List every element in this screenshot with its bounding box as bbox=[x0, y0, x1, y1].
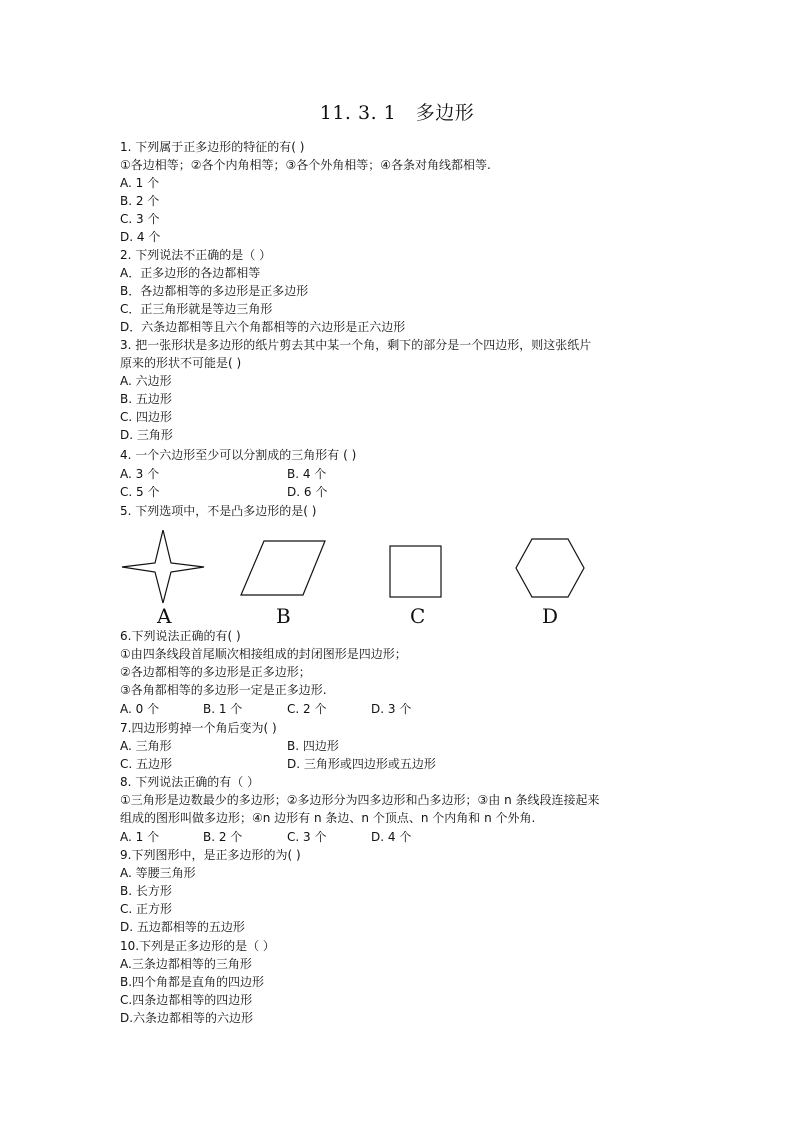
q6-item-3: ③各角都相等的多边形一定是正多边形. bbox=[120, 683, 327, 697]
q4-option-b: B. 4 个 bbox=[287, 467, 327, 481]
q7-stem: 7.四边形剪掉一个角后变为( ) bbox=[120, 721, 277, 735]
figure-label-c: C bbox=[410, 604, 426, 628]
q8-option-a: A. 1 个 bbox=[120, 830, 160, 844]
q2-option-d: D．六条边都相等且六个角都相等的六边形是正六边形 bbox=[120, 320, 406, 334]
q7-option-a: A. 三角形 bbox=[120, 739, 172, 753]
q9-option-b: B. 长方形 bbox=[120, 884, 172, 898]
q10-option-d: D.六条边都相等的六边形 bbox=[120, 1011, 254, 1025]
q5-stem: 5. 下列选项中，不是凸多边形的是( ) bbox=[120, 504, 317, 518]
q9-option-a: A. 等腰三角形 bbox=[120, 866, 196, 880]
q1-stem: 1. 下列属于正多边形的特征的有( ) bbox=[120, 140, 305, 154]
figure-label-d: D bbox=[542, 604, 559, 628]
q7-option-b: B. 四边形 bbox=[287, 739, 339, 753]
q3-stem: 3. 把一张形状是多边形的纸片剪去其中某一个角，剩下的部分是一个四边形，则这张纸片 bbox=[120, 338, 592, 352]
q3-option-a: A. 六边形 bbox=[120, 374, 172, 388]
q6-item-2: ②各边都相等的多边形是正多边形； bbox=[120, 665, 311, 679]
q6-stem: 6.下列说法正确的有( ) bbox=[120, 629, 241, 643]
q5-figures bbox=[0, 530, 794, 610]
figure-a-star bbox=[122, 530, 204, 603]
q4-option-a: A. 3 个 bbox=[120, 467, 160, 481]
q6-option-b: B. 1 个 bbox=[203, 702, 243, 716]
q9-stem: 9.下列图形中，是正多边形的为( ) bbox=[120, 848, 301, 862]
q6-option-c: C. 2 个 bbox=[287, 702, 327, 716]
q4-option-d: D. 6 个 bbox=[287, 485, 328, 499]
figure-label-b: B bbox=[276, 604, 291, 628]
page-title: 11. 3. 1 多边形 bbox=[319, 102, 475, 124]
q1-option-d: D. 4 个 bbox=[120, 230, 161, 244]
q4-stem: 4. 一个六边形至少可以分割成的三角形有 ( ) bbox=[120, 448, 357, 462]
q8-stem: 8. 下列说法正确的有（ ） bbox=[120, 775, 260, 789]
q8-option-c: C. 3 个 bbox=[287, 830, 327, 844]
q1-detail: ①各边相等；②各个内角相等；③各个外角相等；④各条对角线都相等. bbox=[120, 158, 491, 172]
q2-stem: 2. 下列说法不正确的是（ ） bbox=[120, 248, 272, 262]
figure-d-hexagon bbox=[516, 539, 584, 597]
q4-option-c: C. 5 个 bbox=[120, 485, 160, 499]
q3-option-b: B. 五边形 bbox=[120, 392, 172, 406]
q6-item-1: ①由四条线段首尾顺次相接组成的封闭图形是四边形； bbox=[120, 647, 407, 661]
q1-option-c: C. 3 个 bbox=[120, 212, 160, 226]
figure-c-square bbox=[390, 546, 441, 597]
q7-option-d: D. 三角形或四边形或五边形 bbox=[287, 757, 436, 771]
q8-line-1: ①三角形是边数最少的多边形；②多边形分为四多边形和凸多边形；③由 n 条线段连接起来 bbox=[120, 793, 600, 807]
q1-option-a: A. 1 个 bbox=[120, 176, 160, 190]
q9-option-c: C. 正方形 bbox=[120, 902, 173, 916]
q7-option-c: C. 五边形 bbox=[120, 757, 173, 771]
q6-option-d: D. 3 个 bbox=[371, 702, 412, 716]
q9-option-d: D. 五边都相等的五边形 bbox=[120, 920, 245, 934]
q3-stem-cont: 原来的形状不可能是( ) bbox=[120, 356, 242, 370]
q1-option-b: B. 2 个 bbox=[120, 194, 160, 208]
figure-b-parallelogram bbox=[241, 541, 325, 595]
q10-option-b: B.四个角都是直角的四边形 bbox=[120, 975, 265, 989]
q3-option-d: D. 三角形 bbox=[120, 428, 173, 442]
q2-option-a: A．正多边形的各边都相等 bbox=[120, 266, 261, 280]
q8-line-2: 组成的图形叫做多边形；④n 边形有 n 条边、n 个顶点、n 个内角和 n 个外角. bbox=[120, 811, 536, 825]
q3-option-c: C. 四边形 bbox=[120, 410, 173, 424]
q8-option-d: D. 4 个 bbox=[371, 830, 412, 844]
figure-label-a: A bbox=[157, 604, 172, 628]
q6-option-a: A. 0 个 bbox=[120, 702, 160, 716]
q10-stem: 10.下列是正多边形的是（ ） bbox=[120, 939, 275, 953]
q2-option-c: C．正三角形就是等边三角形 bbox=[120, 302, 273, 316]
q10-option-a: A.三条边都相等的三角形 bbox=[120, 957, 252, 971]
q10-option-c: C.四条边都相等的四边形 bbox=[120, 993, 253, 1007]
q8-option-b: B. 2 个 bbox=[203, 830, 243, 844]
q2-option-b: B．各边都相等的多边形是正多边形 bbox=[120, 284, 309, 298]
